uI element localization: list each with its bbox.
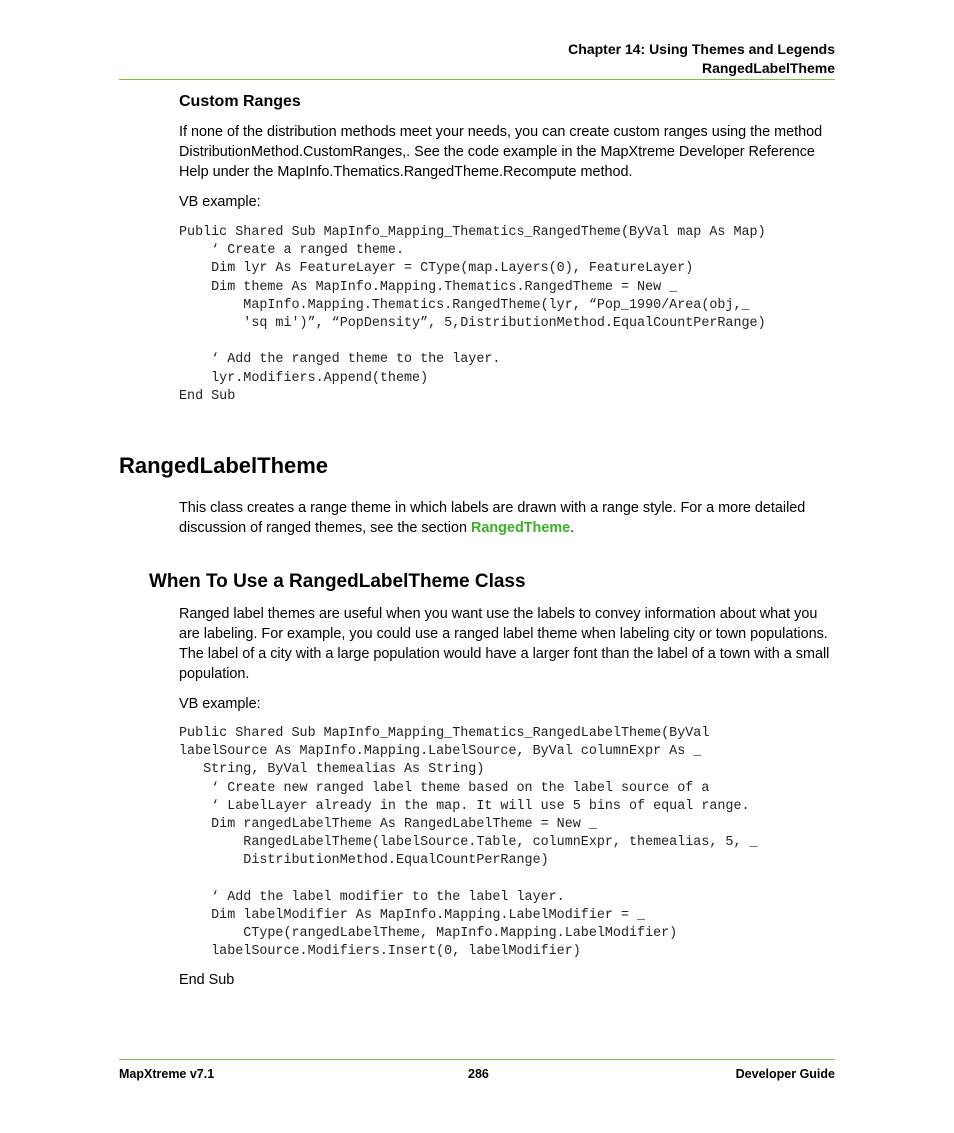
vb-example-label-2: VB example: [179,696,261,712]
vb-example-label-1: VB example: [179,194,261,210]
page-header [568,40,835,78]
when-to-use-paragraph: Ranged label themes are useful when you want use the labels to convey information about what you are labeling. For example, you could use a ranged label theme when labeling city or town populations. The label of a city with a large population would have a larger font than the label of a town with a small population. [179,606,830,682]
custom-ranges-heading: Custom Ranges [179,93,301,110]
footer-divider [119,1059,835,1060]
end-sub-line: End Sub [179,972,235,988]
ranged-theme-link[interactable]: RangedTheme [470,520,571,536]
footer-guide: Developer Guide [735,1067,835,1081]
ranged-label-theme-intro [179,498,839,538]
footer-page-number: 286 [468,1067,489,1081]
intro-text: This class creates a range theme in which labels are drawn with a range style. For a more detailed discussion of ranged themes, see the section [179,500,806,536]
chapter-title: Chapter 14: Using Themes and Legends [568,41,835,57]
when-to-use-heading: When To Use a RangedLabelTheme Class [149,571,526,592]
header-divider [119,79,835,80]
intro-end: . [570,520,575,536]
footer-product: MapXtreme v7.1 [119,1067,215,1081]
ranged-label-theme-title: RangedLabelTheme [119,453,329,478]
section-title: RangedLabelTheme [701,60,835,76]
code-block-ranged-theme: Public Shared Sub MapInfo_Mapping_Thematics_RangedTheme(ByVal map As Map) ‘ Create a ranged theme. Dim lyr As FeatureLayer = CType(map.Layers(0), FeatureLayer) Dim theme As MapInfo.Mapping.Thematics.RangedTheme = New _ MapInfo.Mapping.Thematics.RangedTheme(lyr, “Pop_1990/Area(obj,_ 'sq mi')”, “PopDensity”, 5,DistributionMethod.EqualCountPerRange) ‘ Add the ranged theme to the layer. lyr.Modifiers.Append(theme) End Sub [179,225,766,404]
custom-ranges-paragraph: If none of the distribution methods meet your needs, you can create custom ranges using the method DistributionMethod.CustomRanges,. See the code example in the MapXtreme Developer Reference Help under the MapInfo.Thematics.RangedTheme.Recompute method. [179,124,823,180]
code-block-ranged-label-theme: Public Shared Sub MapInfo_Mapping_Thematics_RangedLabelTheme(ByVal labelSource As MapInfo.Mapping.LabelSource, ByVal columnExpr As _ String, ByVal themealias As String) ‘ Create new ranged label theme based on the label source of a ‘ LabelLayer already in the map. It will use 5 bins of equal range. Dim rangedLabelTheme As RangedLabelTheme = New _ RangedLabelTheme(labelSource.Table, columnExpr, themealias, 5, _ DistributionMethod.EqualCountPerRange) ‘ Add the label modifier to the label layer. Dim labelModifier As MapInfo.Mapping.LabelModifier = _ CType(rangedLabelTheme, MapInfo.Mapping.LabelModifier) labelSource.Modifiers.Insert(0, labelModifier) [179,726,758,960]
